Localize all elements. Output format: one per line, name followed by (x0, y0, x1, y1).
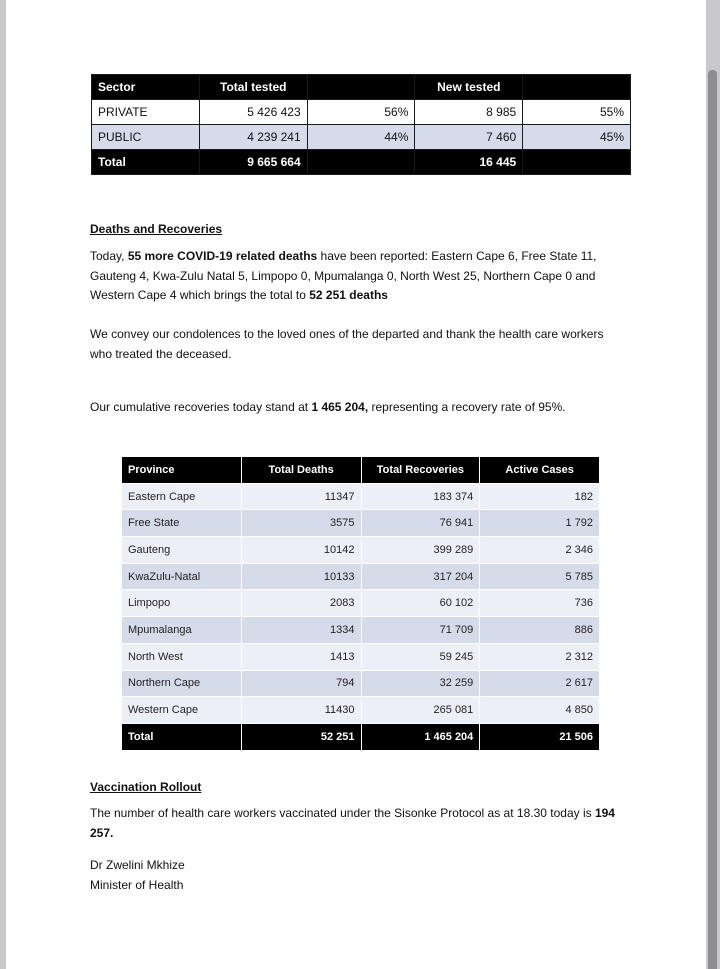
cell-recoveries: 71 709 (361, 617, 480, 644)
cell-total-recoveries: 1 465 204 (361, 723, 480, 750)
cell-province: Mpumalanga (122, 617, 242, 644)
cell-deaths: 11430 (241, 697, 361, 724)
deaths-count-bold: 55 more COVID-19 related deaths (127, 249, 318, 263)
cell-deaths: 2083 (241, 590, 361, 617)
cell-province: North West (122, 643, 242, 670)
cell-province: Eastern Cape (122, 483, 242, 510)
cell-new: 8 985 (415, 100, 523, 125)
cell-recoveries: 32 259 (361, 670, 480, 697)
cell-active: 2 346 (480, 537, 600, 564)
cell-province: Western Cape (122, 697, 242, 724)
cell-total-label: Total (92, 150, 200, 175)
cell-blank (307, 150, 415, 175)
header-sector: Sector (92, 75, 200, 100)
province-row (122, 697, 600, 724)
province-row (122, 617, 600, 644)
header-active-cases: Active Cases (480, 457, 600, 484)
cell-active: 2 617 (480, 670, 600, 697)
cell-recoveries: 317 204 (361, 563, 480, 590)
cell-new-pct: 55% (523, 100, 631, 125)
testing-table (91, 74, 631, 175)
vaccination-paragraph (90, 804, 615, 843)
cell-blank (523, 150, 631, 175)
recoveries-paragraph (90, 398, 630, 418)
cell-total: 5 426 423 (199, 100, 307, 125)
cell-total-tested: 9 665 664 (199, 150, 307, 175)
province-table-header (122, 457, 600, 484)
cell-deaths: 10142 (241, 537, 361, 564)
condolences-paragraph: We convey our condolences to the loved ones of the departed and thank the health care workers who treated the deceased. (90, 327, 604, 361)
cell-province: Free State (122, 510, 242, 537)
cell-active: 182 (480, 483, 600, 510)
header-new-tested: New tested (415, 75, 523, 100)
header-province: Province (122, 457, 242, 484)
cell-recoveries: 76 941 (361, 510, 480, 537)
vaccination-count-bold: 194 257. (90, 806, 615, 840)
cell-province: Gauteng (122, 537, 242, 564)
testing-row-total (92, 150, 631, 175)
cell-active: 5 785 (480, 563, 600, 590)
cell-province: KwaZulu-Natal (122, 563, 242, 590)
cell-total-label: Total (122, 723, 242, 750)
cell-deaths: 1334 (241, 617, 361, 644)
deaths-text-1: Today, (90, 249, 128, 263)
cell-total-deaths: 52 251 (241, 723, 361, 750)
signature-title: Minister of Health (90, 878, 184, 892)
vaccination-text: The number of health care workers vaccinated under the Sisonke Protocol as at 18.30 today is (90, 806, 595, 820)
cell-total: 4 239 241 (199, 125, 307, 150)
province-row (122, 563, 600, 590)
vaccination-heading: Vaccination Rollout (90, 780, 202, 794)
testing-row-private (92, 100, 631, 125)
signature-name: Dr Zwelini Mkhize (90, 858, 185, 872)
province-row-total (122, 723, 600, 750)
cell-deaths: 1413 (241, 643, 361, 670)
deaths-total-bold: 52 251 deaths (309, 288, 388, 302)
deaths-text-2: have been reported: Eastern Cape 6, Free State 11, Gauteng 4, Kwa-Zulu Natal 5, Limpopo 0, Mpumalanga 0, North West 25, Northern Cape 0 and Western Cape 4 which brings the total to (90, 249, 597, 302)
cell-active: 1 792 (480, 510, 600, 537)
province-row (122, 483, 600, 510)
testing-row-public (92, 125, 631, 150)
cell-pct: 44% (307, 125, 415, 150)
scrollbar[interactable] (708, 70, 717, 969)
province-row (122, 643, 600, 670)
cell-deaths: 10133 (241, 563, 361, 590)
header-total-recoveries: Total Recoveries (361, 457, 480, 484)
deaths-heading: Deaths and Recoveries (90, 222, 223, 236)
header-blank-2 (523, 75, 631, 100)
cell-sector: PRIVATE (92, 100, 200, 125)
cell-active: 4 850 (480, 697, 600, 724)
province-table (121, 456, 600, 751)
cell-new-pct: 45% (523, 125, 631, 150)
cell-active: 886 (480, 617, 600, 644)
province-row (122, 670, 600, 697)
province-row (122, 510, 600, 537)
cell-deaths: 11347 (241, 483, 361, 510)
cell-province: Northern Cape (122, 670, 242, 697)
recoveries-total-bold: 1 465 204, (311, 400, 369, 414)
header-total-tested: Total tested (199, 75, 307, 100)
cell-recoveries: 399 289 (361, 537, 480, 564)
recoveries-text-2: representing a recovery rate of 95%. (368, 400, 566, 414)
cell-deaths: 3575 (241, 510, 361, 537)
cell-deaths: 794 (241, 670, 361, 697)
cell-recoveries: 183 374 (361, 483, 480, 510)
header-blank-1 (307, 75, 415, 100)
cell-active: 736 (480, 590, 600, 617)
deaths-paragraph (90, 247, 615, 306)
cell-province: Limpopo (122, 590, 242, 617)
testing-table-header (92, 75, 631, 100)
cell-active: 2 312 (480, 643, 600, 670)
province-row (122, 590, 600, 617)
recoveries-text-1: Our cumulative recoveries today stand at (90, 400, 312, 414)
cell-pct: 56% (307, 100, 415, 125)
cell-recoveries: 60 102 (361, 590, 480, 617)
cell-total-active: 21 506 (480, 723, 600, 750)
cell-sector: PUBLIC (92, 125, 200, 150)
header-total-deaths: Total Deaths (241, 457, 361, 484)
cell-total-new: 16 445 (415, 150, 523, 175)
province-row (122, 537, 600, 564)
cell-recoveries: 265 081 (361, 697, 480, 724)
cell-recoveries: 59 245 (361, 643, 480, 670)
cell-new: 7 460 (415, 125, 523, 150)
